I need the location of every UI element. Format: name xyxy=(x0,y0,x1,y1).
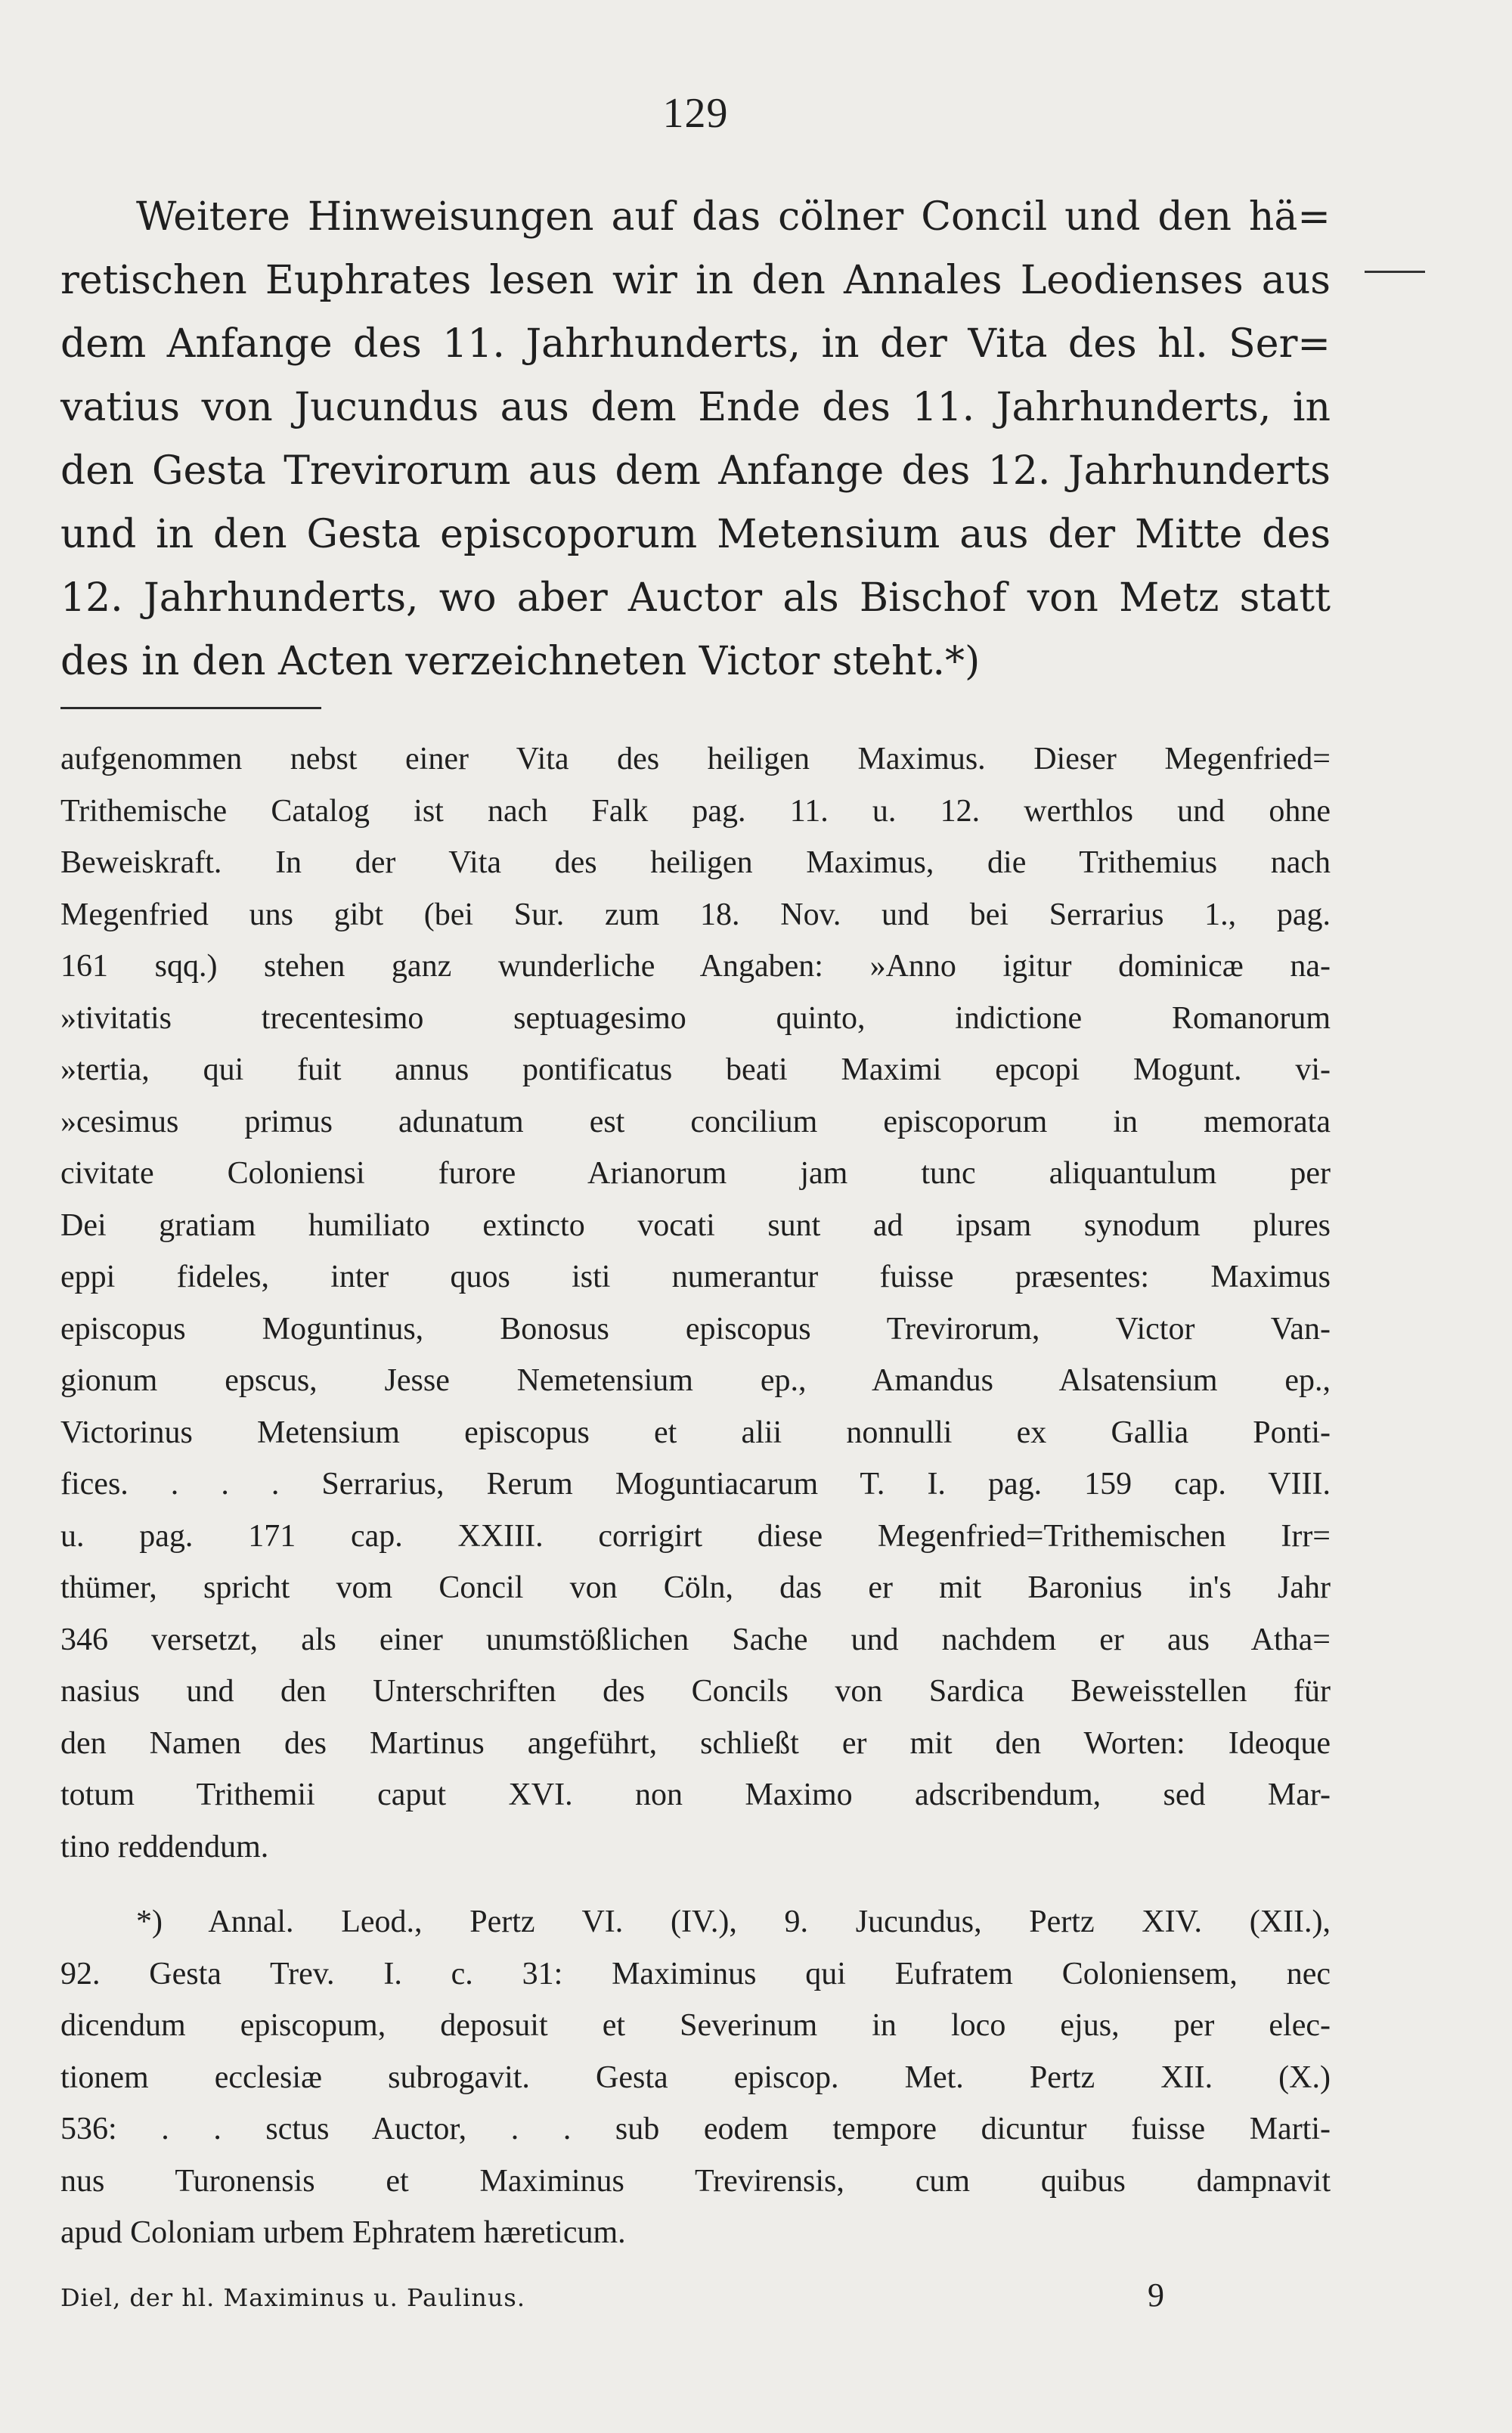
footnote-separator-rule xyxy=(60,707,321,709)
footnote-line: tino reddendum. xyxy=(60,1829,269,1864)
body-line: 12. Jahrhunderts, wo aber Auctor als Bischof von Metz statt xyxy=(60,575,1331,621)
footnote-line: »tivitatis trecentesimo septuagesimo quinto, indictione Romanorum xyxy=(60,1000,1331,1036)
footnote-line: Beweiskraft. In der Vita des heiligen Maximus, die Trithemius nach xyxy=(60,845,1331,880)
margin-mark xyxy=(1365,271,1425,273)
footnote-line: dicendum episcopum, deposuit et Severinum in loco ejus, per elec- xyxy=(60,2008,1331,2043)
footnote-line: den Namen des Martinus angeführt, schließt er mit den Worten: Ideoque xyxy=(60,1725,1331,1761)
footnote-line: Megenfried uns gibt (bei Sur. zum 18. Nov. und bei Serrarius 1., pag. xyxy=(60,897,1331,932)
footnote-line: apud Coloniam urbem Ephratem hæreticum. xyxy=(60,2215,626,2250)
signature-mark: 9 xyxy=(1148,2276,1164,2314)
new-footnote xyxy=(60,1896,1331,2259)
footnote-line: nus Turonensis et Maximinus Trevirensis, cum quibus dampnavit xyxy=(60,2163,1331,2199)
body-line: retischen Euphrates lesen wir in den Annales Leodienses aus xyxy=(60,258,1331,303)
footnote-line: Dei gratiam humiliato extincto vocati sunt ad ipsam synodum plures xyxy=(60,1207,1331,1243)
footnote-line: tionem ecclesiæ subrogavit. Gesta episcop. Met. Pertz XII. (X.) xyxy=(60,2060,1331,2095)
footnote-line: nasius und den Unterschriften des Concils von Sardica Beweisstellen für xyxy=(60,1674,1331,1709)
body-text xyxy=(60,185,1331,693)
continued-footnote xyxy=(60,733,1331,1873)
footnote-line: civitate Coloniensi furore Arianorum jam tunc aliquantulum per xyxy=(60,1156,1331,1191)
body-line: des in den Acten verzeichneten Victor steht.*) xyxy=(60,639,981,684)
footnote-line: u. pag. 171 cap. XXIII. corrigirt diese Megenfried=Trithemischen Irr= xyxy=(60,1518,1331,1554)
footnote-line: aufgenommen nebst einer Vita des heiligen Maximus. Dieser Megenfried= xyxy=(60,742,1331,776)
footnote-line: gionum epscus, Jesse Nemetensium ep., Amandus Alsatensium ep., xyxy=(60,1363,1331,1398)
footnote-line: totum Trithemii caput XVI. non Maximo adscribendum, sed Mar- xyxy=(60,1777,1331,1812)
page-number: 129 xyxy=(662,90,729,137)
page-footer xyxy=(60,2276,1164,2314)
body-line: und in den Gesta episcoporum Metensium aus der Mitte des xyxy=(60,512,1331,557)
footnote-line: episcopus Moguntinus, Bonosus episcopus Trevirorum, Victor Van- xyxy=(60,1311,1331,1347)
footnote-line: »tertia, qui fuit annus pontificatus beati Maximi epcopi Mogunt. vi- xyxy=(60,1052,1331,1087)
footnote-line: 92. Gesta Trev. I. c. 31: Maximinus qui Eufratem Coloniensem, nec xyxy=(60,1956,1331,1991)
body-line: den Gesta Trevirorum aus dem Anfange des 12. Jahrhunderts xyxy=(60,448,1331,494)
footnote-line: thümer, spricht vom Concil von Cöln, das er mit Baronius in's Jahr xyxy=(60,1570,1331,1605)
footnote-line: 161 sqq.) stehen ganz wunderliche Angaben: »Anno igitur dominicæ na- xyxy=(60,949,1331,984)
footnote-line: 536: . . sctus Auctor, . . sub eodem tempore dicuntur fuisse Marti- xyxy=(60,2112,1331,2146)
footer-author-title: Diel, der hl. Maximinus u. Paulinus. xyxy=(60,2283,526,2312)
body-line: dem Anfange des 11. Jahrhunderts, in der Vita des hl. Ser= xyxy=(60,321,1331,367)
body-line: Weitere Hinweisungen auf das cölner Concil und den hä= xyxy=(136,194,1331,240)
body-line: vatius von Jucundus aus dem Ende des 11. Jahrhunderts, in xyxy=(60,385,1331,430)
footnote-line: Trithemische Catalog ist nach Falk pag. 11. u. 12. werthlos und ohne xyxy=(60,793,1331,829)
footnote-line: 346 versetzt, als einer unumstößlichen Sache und nachdem er aus Atha= xyxy=(60,1622,1331,1657)
footnote-line: fices. . . . Serrarius, Rerum Moguntiacarum T. I. pag. 159 cap. VIII. xyxy=(60,1467,1331,1502)
footnote-line: Victorinus Metensium episcopus et alii nonnulli ex Gallia Ponti- xyxy=(60,1415,1331,1450)
footnote-line: eppi fideles, inter quos isti numerantur fuisse præsentes: Maximus xyxy=(60,1260,1331,1294)
footnote-line: *) Annal. Leod., Pertz VI. (IV.), 9. Jucundus, Pertz XIV. (XII.), xyxy=(136,1905,1331,1939)
footnote-line: »cesimus primus adunatum est concilium episcoporum in memorata xyxy=(60,1104,1331,1139)
